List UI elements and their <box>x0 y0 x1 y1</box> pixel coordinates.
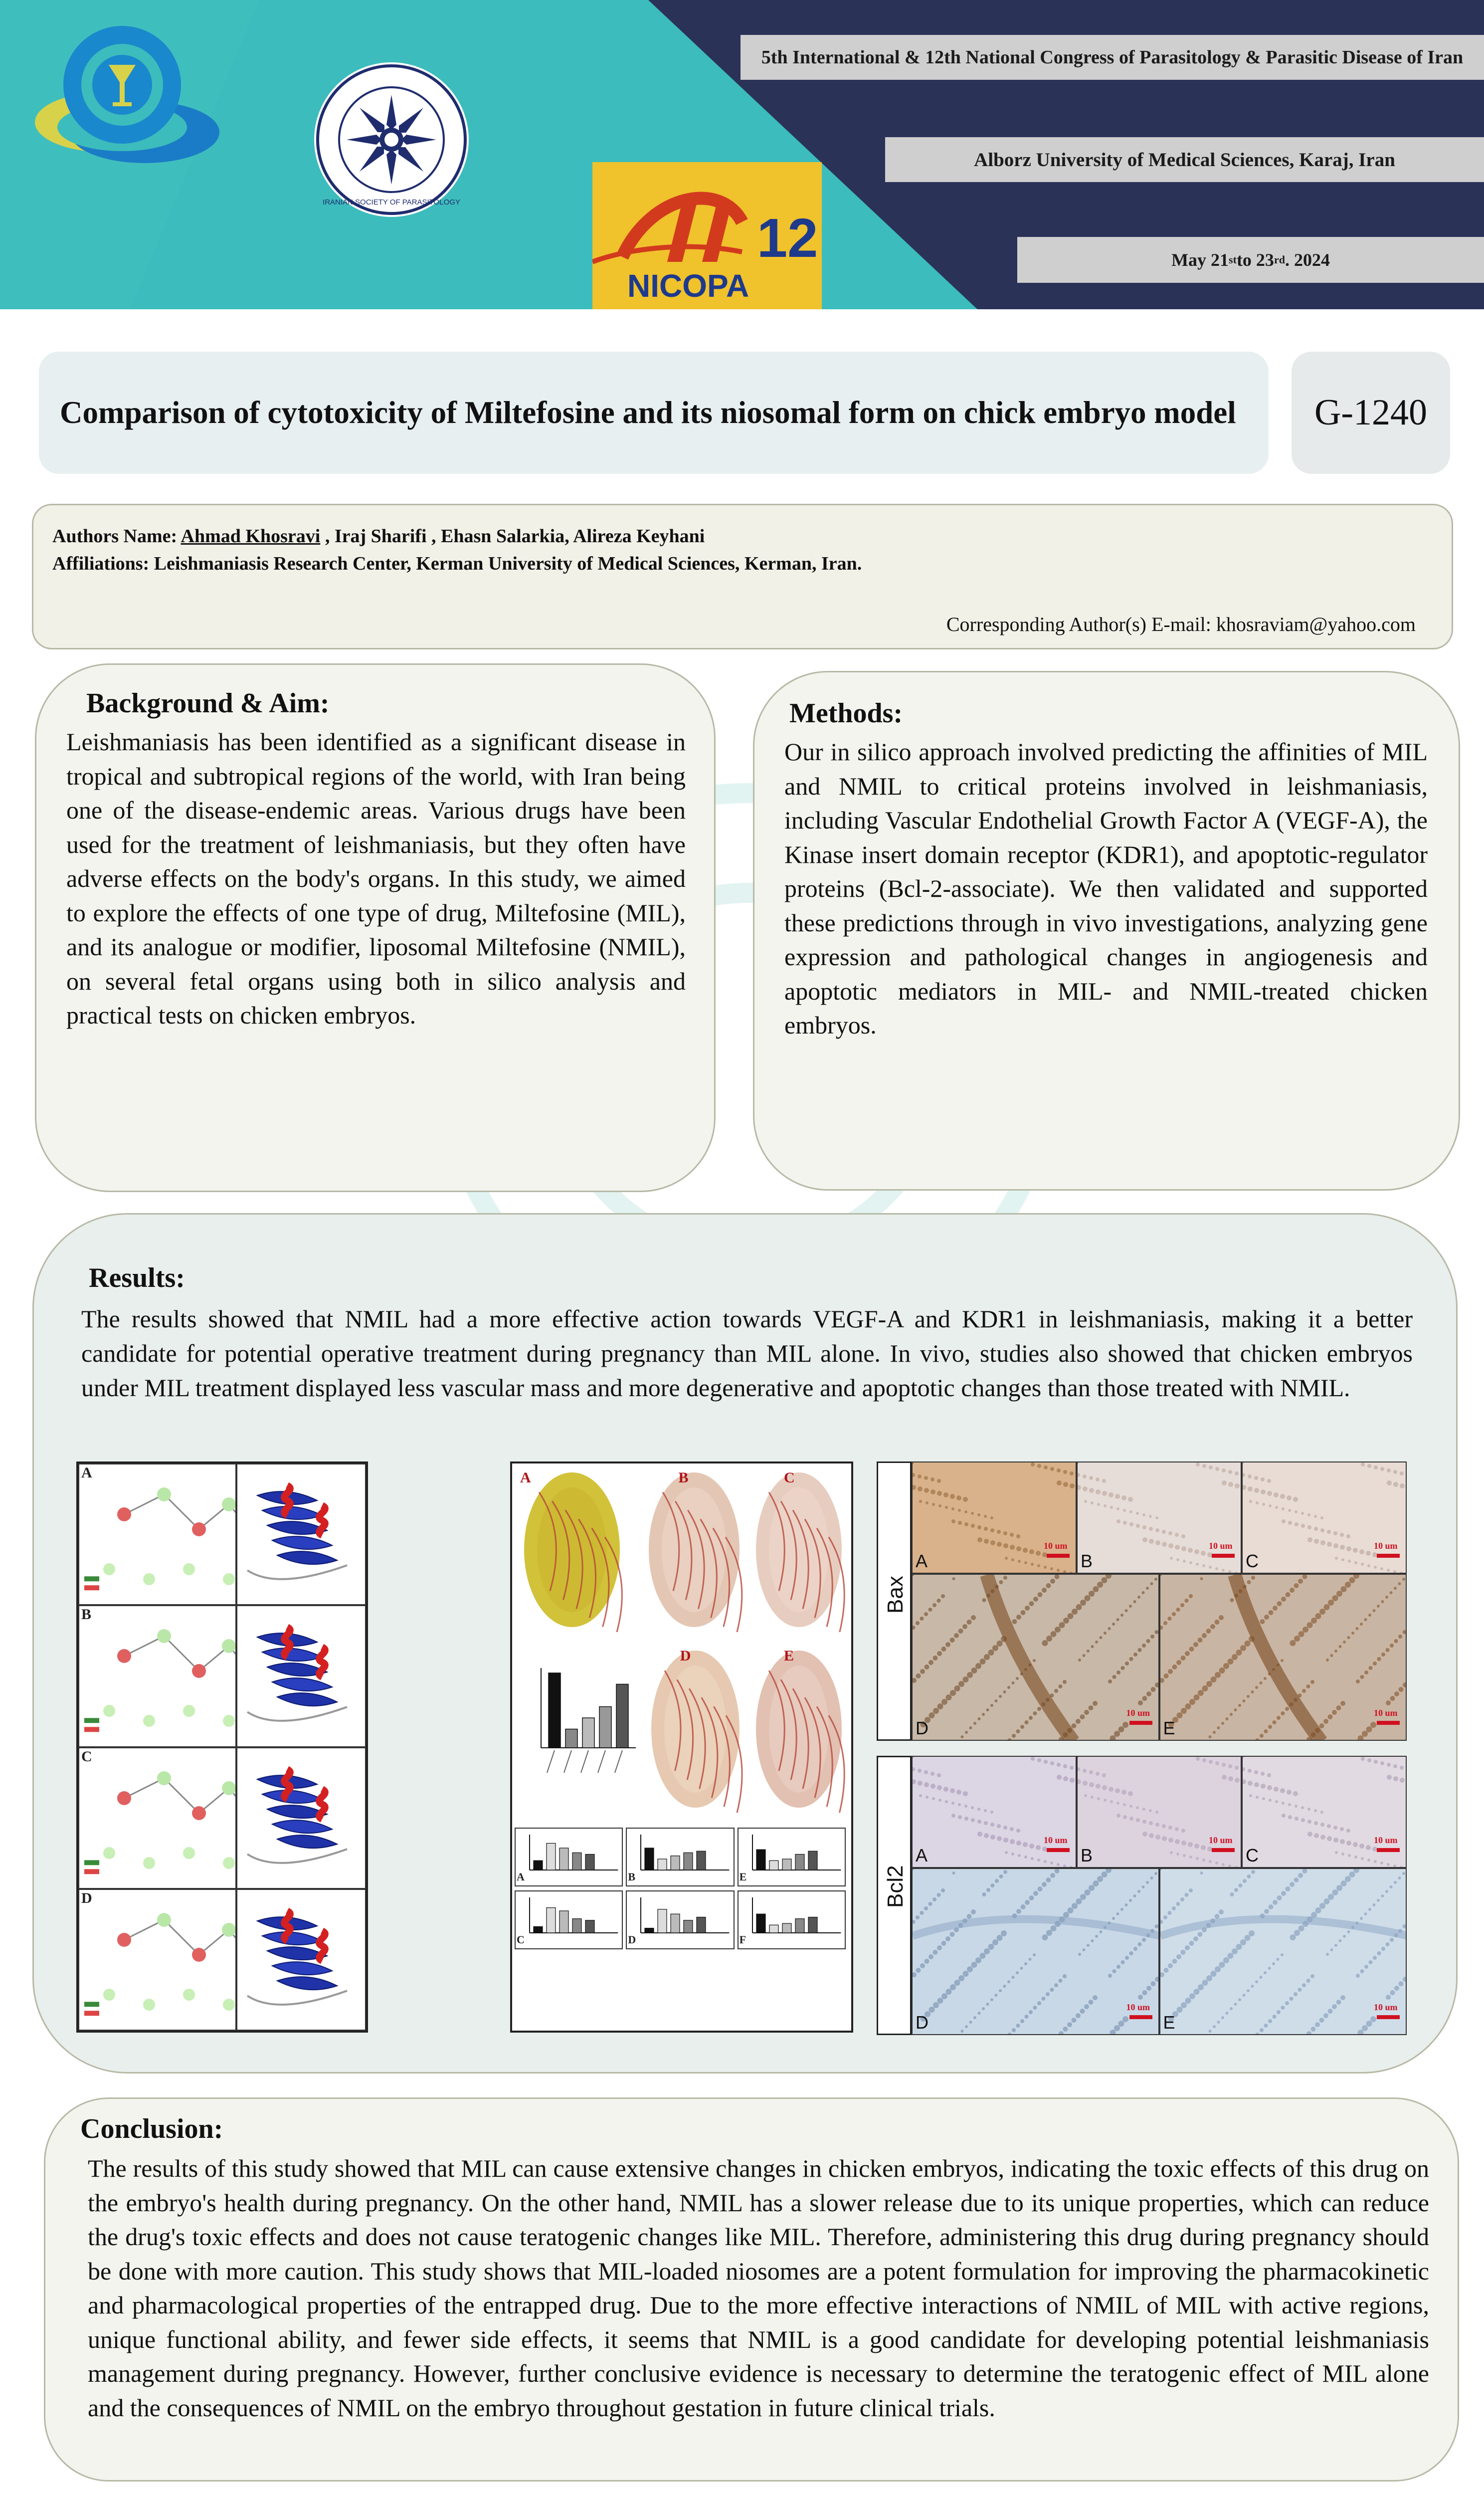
scale-bar-text: 10 um <box>1374 1708 1398 1718</box>
expression-bar <box>795 1919 804 1933</box>
docking-panel-label: B <box>81 1606 92 1623</box>
expression-bar <box>671 1856 680 1870</box>
expression-bars <box>627 1829 734 1886</box>
micrograph-label: B <box>1081 1845 1093 1866</box>
congress-banner: 5th International & 12th National Congress of Parasitology & Parasitic Disease of Iran <box>741 35 1484 80</box>
density-bar <box>599 1707 611 1748</box>
embryo-egg-image <box>749 1646 849 1813</box>
egg-panel-label: C <box>784 1469 795 1486</box>
scale-bar-text: 10 um <box>1044 1541 1068 1551</box>
micrograph-label: B <box>1081 1551 1093 1571</box>
first-author: Ahmad Khosravi <box>181 526 321 547</box>
gene-expression-chart <box>626 1890 734 1949</box>
expression-bar <box>756 1914 765 1933</box>
protein-ribbon-icon <box>237 1464 366 1605</box>
docking-interaction-map <box>78 1463 236 1605</box>
histology-micrograph <box>912 1868 1159 2035</box>
histology-micrograph <box>1159 1868 1407 2035</box>
micrograph-label: A <box>916 1845 928 1866</box>
expression-bar <box>572 1853 581 1870</box>
expression-bar <box>572 1919 581 1933</box>
conclusion-text: The results of this study showed that MIL can cause extensive changes in chicken embryos, indicating the toxic effects of this drug on the embryo's health during pregnancy. On the other hand, NMIL has a slower release due to its unique properties, which can reduce the drug's toxic effects and does not cause teratogenic changes like MIL. Therefore, administering this drug during pregnancy should be done with more caution. This study shows that MIL-loaded niosomes are a potent formulation for improving the pharmacokinetic and pharmacological properties of the entrapped drug. Due to the more effective interactions of NMIL of MIL with active regions, unique functional ability, and fewer side effects, it seems that NMIL is a good candidate for developing potential leishmaniasis management during pregnancy. However, further conclusive evidence is necessary to determine the teratogenic effect of MIL alone and the consequences of NMIL on the embryo throughout gestation in future clinical trials. <box>88 2154 1429 2422</box>
expression-bar <box>547 1908 556 1933</box>
date-sup-start: st <box>1229 253 1237 266</box>
expression-bars <box>739 1829 846 1886</box>
expression-bar <box>756 1850 765 1870</box>
scale-bar <box>1377 1721 1400 1725</box>
chart-panel-label: E <box>739 1870 747 1883</box>
micrograph-label: E <box>1163 1718 1175 1738</box>
embryo-egg-image <box>517 1467 627 1632</box>
scale-bar <box>1129 1721 1152 1725</box>
title-box <box>39 352 1269 474</box>
scale-bar <box>1129 2015 1152 2019</box>
expression-bar <box>795 1855 804 1870</box>
interaction-map-icon <box>79 1464 236 1605</box>
expression-bar <box>697 1917 706 1933</box>
protein-structure <box>236 1889 366 2031</box>
micrograph-label: D <box>916 2012 928 2033</box>
egg-panel-label: A <box>520 1469 531 1486</box>
docking-interaction-map <box>78 1605 236 1747</box>
scale-bar <box>1377 1848 1400 1852</box>
gene-expression-chart <box>626 1828 734 1886</box>
scale-bar-text: 10 um <box>1209 1541 1233 1551</box>
protein-ribbon-icon <box>237 1890 366 2031</box>
gene-expression-chart <box>738 1828 846 1886</box>
expression-bar <box>808 1917 817 1933</box>
expression-bar <box>658 1859 667 1870</box>
micrograph-label: C <box>1246 1845 1259 1866</box>
nicopa-logo-icon <box>592 162 822 309</box>
expression-bar <box>697 1851 706 1870</box>
expression-bar <box>534 1861 543 1870</box>
expression-bar <box>684 1920 693 1933</box>
gene-expression-chart <box>515 1828 623 1886</box>
date-banner <box>1017 237 1484 283</box>
methods-text: Our in silico approach involved predicting the affinities of MIL and NMIL to critical proteins involved in leishmaniasis, including Vascular Endothelial Growth Factor A (VEGF-A), the Kinase insert domain receptor (KDR1), and apoptotic-regulator proteins (Bcl-2-associate). We then validated and supported these predictions through in vivo investigations, analyzing gene expression and pathological changes in angiogenesis and apoptotic mediators in MIL- and NMIL-treated chicken embryos. <box>784 738 1428 1039</box>
expression-bars <box>516 1891 623 1949</box>
density-bar <box>549 1673 560 1748</box>
poster-title: Comparison of cytotoxicity of Miltefosine and its niosomal form on chick embryo model <box>60 395 1236 430</box>
docking-interaction-map <box>78 1889 236 2031</box>
expression-bar <box>559 1848 568 1870</box>
methods-heading: Methods: <box>789 698 903 729</box>
chart-panel-label: D <box>628 1933 636 1946</box>
protein-ribbon-icon <box>237 1606 366 1747</box>
scale-bar-text: 10 um <box>1374 1835 1398 1845</box>
expression-bars <box>627 1891 734 1949</box>
expression-bar <box>534 1926 543 1933</box>
interaction-map-icon <box>79 1890 236 2031</box>
micrograph-label: A <box>916 1551 928 1571</box>
micrograph-texture <box>1160 1575 1407 1741</box>
expression-bar <box>645 1848 654 1870</box>
density-bar <box>616 1684 628 1748</box>
scale-bar <box>1377 1554 1400 1558</box>
density-bar <box>582 1718 594 1748</box>
expression-bar <box>585 1855 594 1870</box>
scale-bar <box>1212 1554 1235 1558</box>
conclusion-box <box>44 2097 1459 2482</box>
nicopa-number: 12 <box>757 208 818 269</box>
histology-group-label: Bcl2 <box>883 1865 908 1908</box>
corresponding-author: Corresponding Author(s) E-mail: khosraviam@yahoo.com <box>946 613 1416 635</box>
society-logo-text: IRANIAN SOCIETY OF PARASITOLOGY <box>323 198 460 207</box>
density-bar <box>565 1729 577 1748</box>
embryo-egg-image <box>749 1467 849 1632</box>
university-banner: Alborz University of Medical Sciences, Karaj, Iran <box>885 137 1484 182</box>
micrograph-label: D <box>916 1718 928 1738</box>
scale-bar-text: 10 um <box>1374 1541 1398 1551</box>
micrograph-texture <box>1160 1869 1407 2035</box>
protein-structure <box>236 1605 366 1747</box>
expression-bar <box>658 1909 667 1933</box>
interaction-map-icon <box>79 1748 236 1889</box>
background-box <box>35 663 716 1192</box>
university-logo-icon <box>20 15 229 180</box>
histology-micrograph <box>1159 1574 1407 1741</box>
docking-panel-label: D <box>81 1889 92 1906</box>
date-middle: to 23 <box>1236 250 1274 270</box>
egg-figure <box>510 1461 853 2033</box>
expression-bar <box>585 1920 594 1933</box>
results-box <box>32 1213 1458 2074</box>
micrograph-texture <box>913 1869 1159 2035</box>
egg-panel-label: D <box>680 1648 691 1664</box>
embryo-egg-image <box>642 1467 746 1632</box>
authors-box <box>32 504 1453 649</box>
affiliation: Affiliations: Leishmaniasis Research Center, Kerman University of Medical Sciences, Kerman, Iran. <box>52 553 862 574</box>
expression-bar <box>808 1851 817 1870</box>
protein-structure <box>236 1747 366 1889</box>
gene-expression-chart <box>738 1890 846 1949</box>
scale-bar <box>1212 1848 1235 1852</box>
authors-line <box>52 525 705 547</box>
poster-code: G-1240 <box>1314 392 1428 433</box>
scale-bar <box>1047 1848 1070 1852</box>
egg-panel-label: B <box>678 1469 689 1486</box>
other-authors: , Iraj Sharifi , Ehasn Salarkia, Alireza Keyhani <box>320 526 705 547</box>
expression-bar <box>769 1861 778 1870</box>
histology-micrograph <box>912 1574 1159 1741</box>
scale-bar-text: 10 um <box>1374 2002 1398 2012</box>
expression-bar <box>782 1859 791 1870</box>
expression-bar <box>769 1925 778 1933</box>
micrograph-label: E <box>1163 2012 1175 2033</box>
methods-box <box>753 671 1460 1191</box>
code-box <box>1292 352 1450 474</box>
scale-bar-text: 10 um <box>1209 1835 1233 1845</box>
gene-expression-chart <box>515 1890 623 1949</box>
expression-bars <box>739 1891 846 1949</box>
scale-bar-text: 10 um <box>1044 1835 1068 1845</box>
expression-bar <box>684 1853 693 1870</box>
date-year: . 2024 <box>1285 250 1330 270</box>
interaction-map-icon <box>79 1606 236 1747</box>
date-start: May 21 <box>1171 250 1229 270</box>
poster-header <box>0 0 1484 309</box>
embryo-egg-image <box>644 1646 746 1813</box>
chart-panel-label: F <box>739 1933 746 1946</box>
expression-bars <box>516 1829 623 1886</box>
docking-panel-label: A <box>81 1464 92 1481</box>
histology-figure <box>877 1461 1407 2033</box>
egg-panel-label: E <box>784 1648 794 1664</box>
nicopa-logo <box>592 162 822 309</box>
protein-structure <box>236 1463 366 1605</box>
vascular-density-chart <box>521 1658 641 1798</box>
chart-panel-label: B <box>628 1870 636 1883</box>
conclusion-heading: Conclusion: <box>80 2113 223 2144</box>
docking-panel-label: C <box>81 1748 92 1765</box>
expression-bar <box>782 1923 791 1933</box>
docking-figure <box>76 1461 368 2033</box>
expression-bar <box>645 1928 654 1933</box>
results-text: The results showed that NMIL had a more effective action towards VEGF-A and KDR1 in leishmaniasis, making it a better candidate for potential operative treatment during pregnancy than MIL alone. In vivo, studies also showed that chicken embryos under MIL treatment displayed less vascular mass and more degenerative and apoptotic changes than those treated with NMIL. <box>81 1305 1413 1402</box>
background-heading: Background & Aim: <box>86 688 330 719</box>
histology-group-label: Bax <box>883 1576 908 1614</box>
chart-panel-label: C <box>517 1933 525 1946</box>
date-sup-end: rd <box>1274 253 1285 266</box>
society-logo-icon <box>312 60 471 219</box>
authors-label: Authors Name: <box>52 526 178 547</box>
scale-bar-text: 10 um <box>1126 1708 1150 1718</box>
micrograph-texture <box>913 1575 1159 1741</box>
results-heading: Results: <box>89 1262 185 1293</box>
scale-bar <box>1047 1554 1070 1558</box>
protein-ribbon-icon <box>237 1748 366 1889</box>
chart-panel-label: A <box>517 1870 525 1883</box>
micrograph-label: C <box>1246 1551 1259 1571</box>
expression-bar <box>559 1911 568 1933</box>
expression-bar <box>671 1914 680 1933</box>
nicopa-text: NICOPA <box>627 268 749 304</box>
expression-bar <box>547 1843 556 1870</box>
background-text: Leishmaniasis has been identified as a significant disease in tropical and subtropical regions of the world, with Iran being one of the disease-endemic areas. Various drugs have been used for the treatment of leishmaniasis, but they often have adverse effects on the body's organs. In this study, we aimed to explore the effects of one type of drug, Miltefosine (MIL), and its analogue or modifier, liposomal Miltefosine (NMIL), on several fetal organs using both in silico analysis and practical tests on chicken embryos. <box>66 728 686 1029</box>
docking-interaction-map <box>78 1747 236 1889</box>
scale-bar <box>1377 2015 1400 2019</box>
scale-bar-text: 10 um <box>1126 2002 1150 2012</box>
